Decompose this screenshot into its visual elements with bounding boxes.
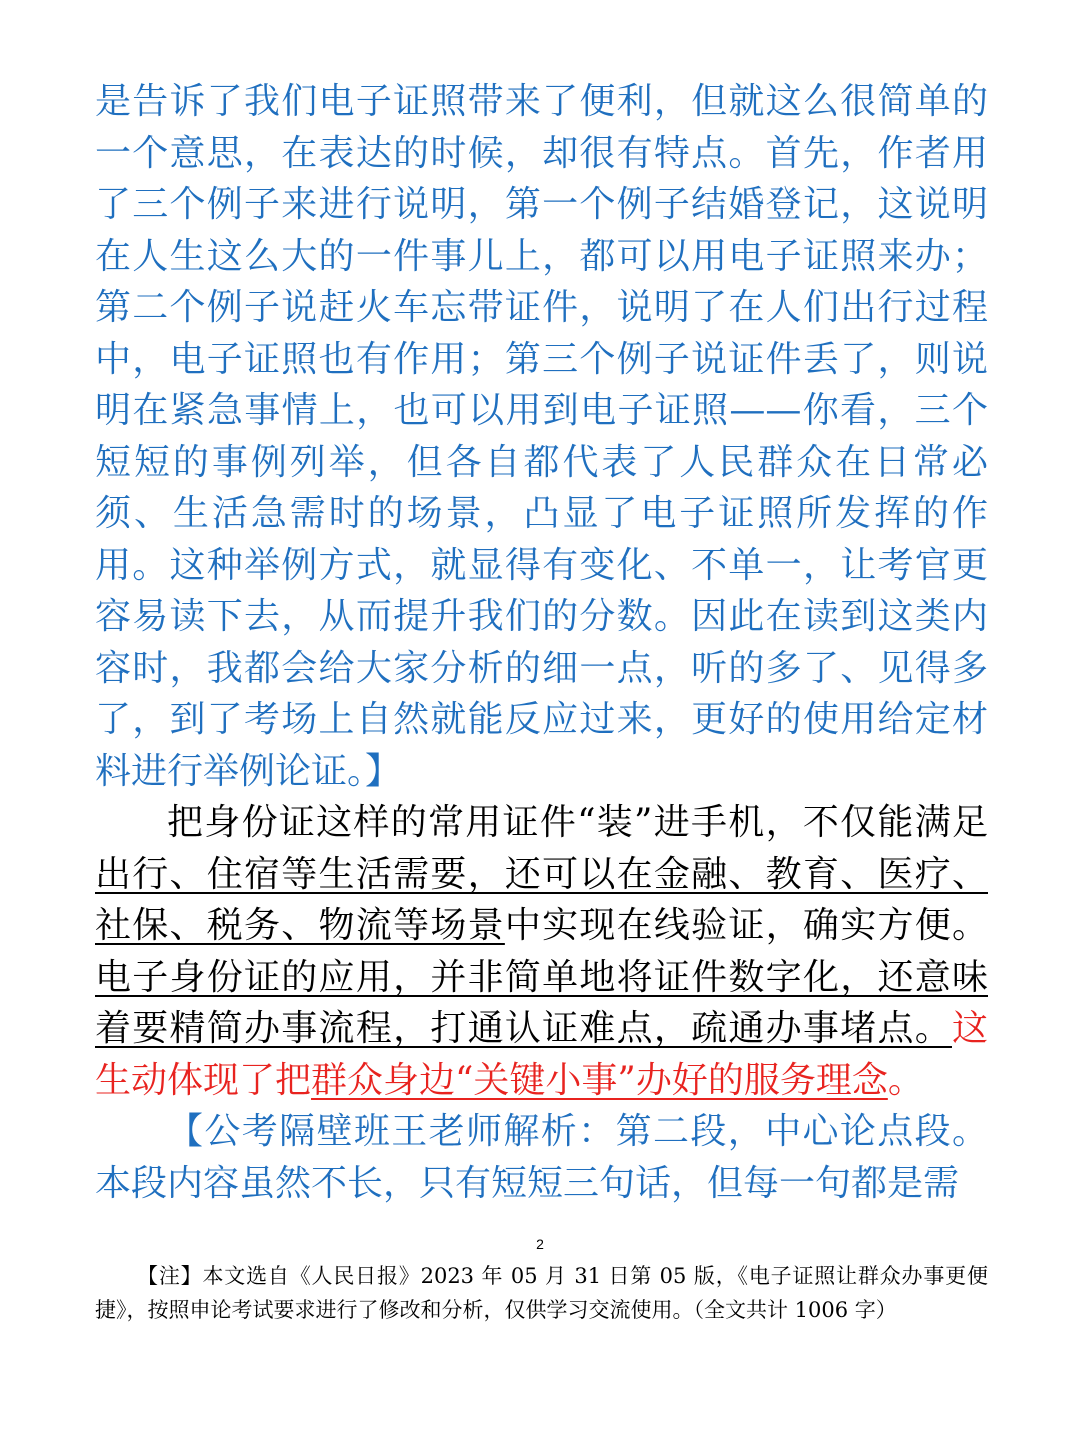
teacher-analysis-paragraph: 【公考隔壁班王老师解析：第二段，中心论点段。本段内容虽然不长，只有短短三句话，但每一句都是需 xyxy=(95,1111,988,1204)
red-conclusion-lead: 这生动体现了把 xyxy=(95,1008,988,1101)
blue-analysis-continuation: 是告诉了我们电子证照带来了便利，但就这么很简单的一个意思，在表达的时候，却很有特点。首先，作者用了三个例子来进行说明，第一个例子结婚登记，这说明在人生这么大的一件事儿上，都可以用电子证照来办；第二个例子说赶火车忘带证件，说明了在人们出行过程中，电子证照也有作用；第三个例子说证件丢了，则说明在紧急事情上，也可以用到电子证照——你看，三个短短的事例列举，但各自都代表了人民群众在日常必须、生活急需时的场景，凸显了电子证照所发挥的作用。这种举例方式，就显得有变化、不单一，让考官更容易读下去，从而提升我们的分数。因此在读到这类内容时，我都会给大家分析的细一点，听的多了、见得多了，到了考场上自然就能反应过来，更好的使用给定材料进行举例论证。】 xyxy=(95,81,988,792)
underlined-id-application: 电子身份证的应用，并非简单地将证件数字化，还意味着要精简办事流程，打通认证难点，疏通办事堵点。 xyxy=(95,956,988,1049)
red-conclusion-end: 。 xyxy=(887,1059,924,1101)
page-number: 2 xyxy=(536,1236,544,1252)
main-article-paragraph xyxy=(95,797,988,1106)
main-text-intro: 把身份证这样的常用证件“装”进手机，不仅能满足 xyxy=(167,802,988,843)
article-body xyxy=(95,76,988,1209)
red-underlined-service-concept: 群众身边“关键小事”办好的服务理念 xyxy=(311,1059,888,1101)
main-text-verification: 中实现在线验证，确实方便。 xyxy=(504,905,988,946)
source-note: 【注】本文选自《人民日报》2023 年 05 月 31 日第 05 版，《电子证照让群众办事更便捷》，按照申论考试要求进行了修改和分析，仅供学习交流使用。（全文共计 1006 字） xyxy=(95,1264,988,1322)
underlined-scenarios: 出行、住宿等生活需要，还可以在金融、教育、医疗、社保、税务、物流等场景 xyxy=(95,853,988,946)
